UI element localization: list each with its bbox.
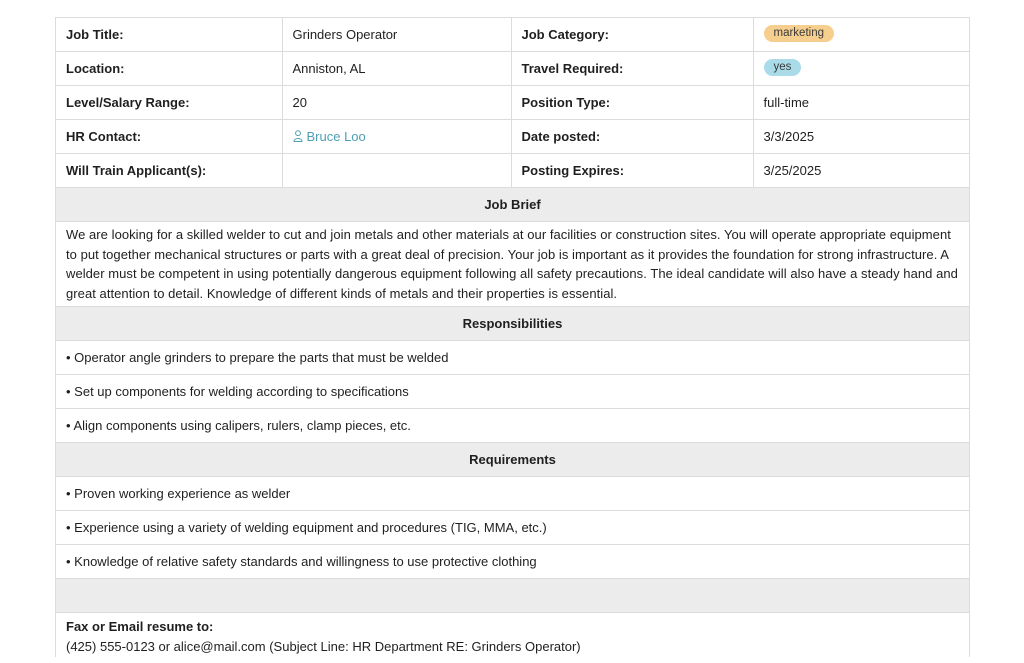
details-row — [56, 18, 969, 52]
will-train-value[interactable] — [282, 154, 511, 188]
job-posting-sheet — [55, 17, 970, 657]
hr-contact-cell[interactable] — [282, 120, 511, 154]
posting-expires-label: Posting Expires: — [511, 154, 753, 188]
job-category-cell[interactable] — [753, 18, 969, 52]
requirement-item[interactable]: • Experience using a variety of welding equipment and procedures (TIG, MMA, etc.) — [56, 511, 969, 545]
hr-contact-label: HR Contact: — [56, 120, 282, 154]
requirement-item[interactable]: • Proven working experience as welder — [56, 477, 969, 511]
job-title-value[interactable]: Grinders Operator — [282, 18, 511, 52]
location-value[interactable]: Anniston, AL — [282, 52, 511, 86]
person-icon — [293, 130, 303, 142]
job-brief-heading: Job Brief — [56, 188, 969, 222]
posting-expires-value[interactable]: 3/25/2025 — [753, 154, 969, 188]
details-row — [56, 120, 969, 154]
position-type-label: Position Type: — [511, 86, 753, 120]
spacer-row — [56, 579, 969, 613]
apply-label: Fax or Email resume to: — [66, 619, 214, 634]
date-posted-label: Date posted: — [511, 120, 753, 154]
responsibilities-heading: Responsibilities — [56, 307, 969, 341]
will-train-label: Will Train Applicant(s): — [56, 154, 282, 188]
job-brief-text[interactable]: We are looking for a skilled welder to cut and join metals and other materials at our facilities or construction sites. You will operate appropriate equipment to put together mechanical structures or parts with a great deal of precision. Your job is important as it provides the foundation for strong infrastructure. A welder must be competent in using potentially dangerous equipment following all safety precautions. The ideal candidate will also have a steady hand and great attention to detail. Knowledge of different kinds of metals and their properties is essential. — [56, 222, 969, 307]
apply-section — [56, 613, 969, 657]
salary-range-value[interactable]: 20 — [282, 86, 511, 120]
travel-required-label: Travel Required: — [511, 52, 753, 86]
job-title-label: Job Title: — [56, 18, 282, 52]
details-row — [56, 52, 969, 86]
hr-contact-name[interactable]: Bruce Loo — [306, 129, 366, 144]
travel-required-tag[interactable]: yes — [764, 59, 802, 76]
apply-details[interactable]: (425) 555-0123 or alice@mail.com (Subject Line: HR Department RE: Grinders Operator) — [66, 639, 581, 654]
responsibility-item[interactable]: • Set up components for welding according to specifications — [56, 375, 969, 409]
responsibility-item[interactable]: • Operator angle grinders to prepare the parts that must be welded — [56, 341, 969, 375]
date-posted-value[interactable]: 3/3/2025 — [753, 120, 969, 154]
position-type-value[interactable]: full-time — [753, 86, 969, 120]
salary-range-label: Level/Salary Range: — [56, 86, 282, 120]
requirements-heading: Requirements — [56, 443, 969, 477]
details-row — [56, 154, 969, 188]
job-category-label: Job Category: — [511, 18, 753, 52]
travel-required-cell[interactable] — [753, 52, 969, 86]
details-row — [56, 86, 969, 120]
hr-contact-link[interactable] — [293, 129, 366, 144]
job-category-tag[interactable]: marketing — [764, 25, 835, 42]
job-details-table — [56, 18, 969, 188]
location-label: Location: — [56, 52, 282, 86]
requirement-item[interactable]: • Knowledge of relative safety standards and willingness to use protective clothing — [56, 545, 969, 579]
responsibility-item[interactable]: • Align components using calipers, rulers, clamp pieces, etc. — [56, 409, 969, 443]
